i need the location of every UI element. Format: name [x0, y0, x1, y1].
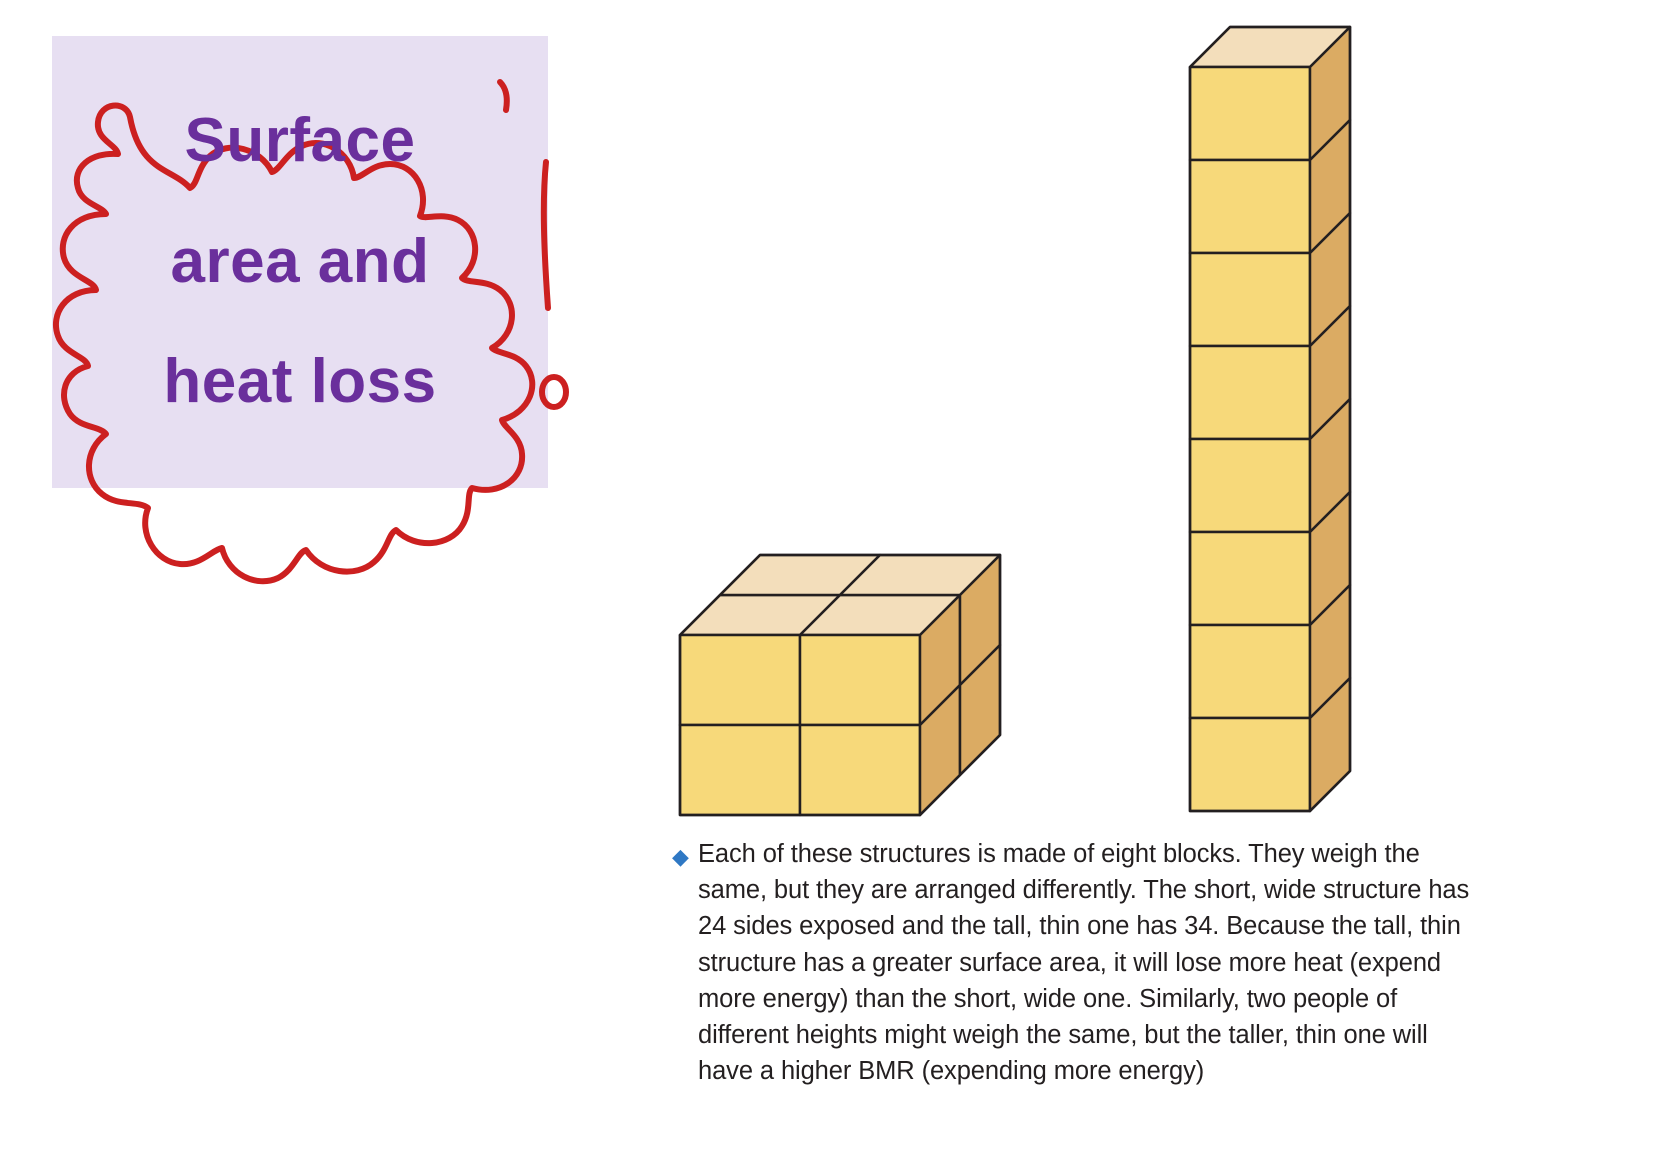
title-line-2: area and [170, 226, 430, 296]
diamond-bullet-icon: ◆ [672, 844, 689, 869]
page-title [52, 36, 548, 488]
caption-text: Each of these structures is made of eight blocks. They weigh the same, but they are arranged differently. The short, wide structure has 24 sides exposed and the tall, thin one has 34. Because the tall, thin structure has a greater surface area, it will lose more heat (expend more energy) than the short, wide one. Similarly, two people of different heights might weigh the same, but the taller, thin one will have a higher BMR (expending more energy) [698, 840, 1470, 1086]
short-wide-structure [680, 555, 1000, 815]
tall-thin-structure [1190, 27, 1350, 811]
block-structures-diagram [640, 10, 1400, 830]
caption-block [672, 836, 1472, 1089]
title-line-3: heat loss [163, 347, 437, 417]
title-callout [52, 36, 548, 488]
title-line-1: Surface [184, 105, 416, 175]
